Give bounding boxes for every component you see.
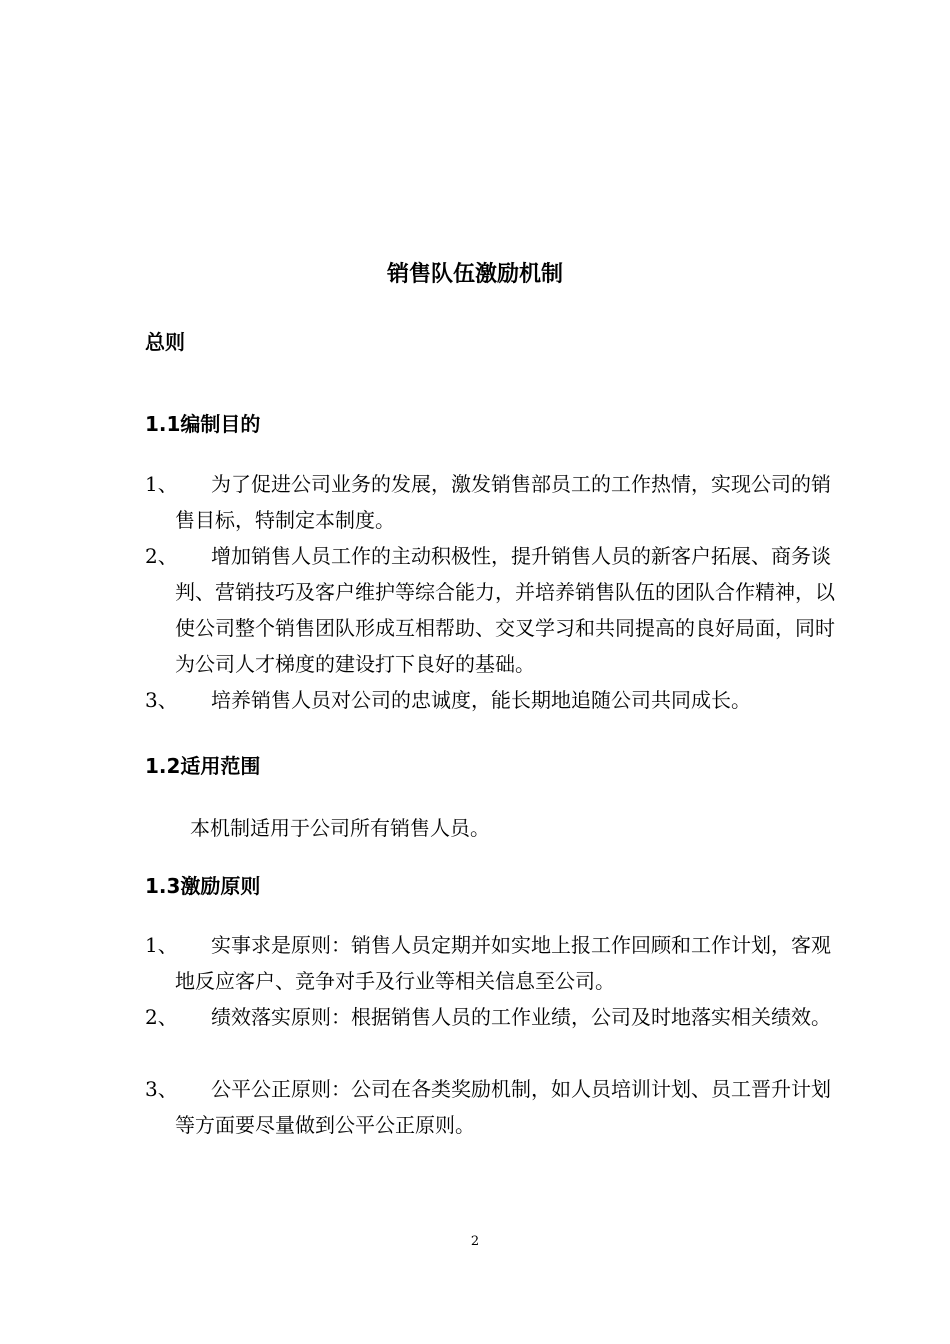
- heading-principles: 1.3激励原则: [145, 874, 261, 898]
- item-text: 增加销售人员工作的主动积极性，提升销售人员的新客户拓展、商务谈判、营销技巧及客户维护等综合能力，并培养销售队伍的团队合作精神，以使公司整个销售团队形成互相帮助、交叉学习和共同提高的良好局面，同时为公司人才梯度的建设打下良好的基础。: [175, 544, 835, 676]
- item-text: 实事求是原则：销售人员定期并如实地上报工作回顾和工作计划，客观地反应客户、竞争对手及行业等相关信息至公司。: [175, 933, 831, 993]
- item-text: 绩效落实原则：根据销售人员的工作业绩，公司及时地落实相关绩效。: [211, 1005, 831, 1029]
- principle-item-3: [145, 1071, 835, 1143]
- item-text: 培养销售人员对公司的忠诚度，能长期地追随公司共同成长。: [211, 688, 751, 712]
- heading-scope: 1.2适用范围: [145, 754, 261, 778]
- section-heading-general: 总则: [145, 330, 185, 354]
- item-number: 3、: [145, 688, 178, 712]
- document-title: 销售队伍激励机制: [386, 262, 563, 287]
- item-text: 公平公正原则：公司在各类奖励机制，如人员培训计划、员工晋升计划等方面要尽量做到公平公正原则。: [175, 1077, 831, 1137]
- purpose-item-1: [145, 466, 835, 538]
- principle-item-1: [145, 927, 835, 999]
- item-number: 2、: [145, 1005, 178, 1029]
- scope-paragraph: 本机制适用于公司所有销售人员。: [190, 816, 490, 840]
- heading-purpose: 1.1编制目的: [145, 412, 261, 436]
- item-number: 1、: [145, 472, 178, 496]
- page-number: 2: [470, 1234, 480, 1249]
- purpose-item-2: [145, 538, 835, 682]
- item-text: 为了促进公司业务的发展，激发销售部员工的工作热情，实现公司的销售目标，特制定本制度。: [175, 472, 831, 532]
- purpose-item-3: [145, 682, 835, 718]
- item-number: 1、: [145, 933, 178, 957]
- item-number: 2、: [145, 544, 178, 568]
- principle-item-2: [145, 999, 835, 1035]
- item-number: 3、: [145, 1077, 178, 1101]
